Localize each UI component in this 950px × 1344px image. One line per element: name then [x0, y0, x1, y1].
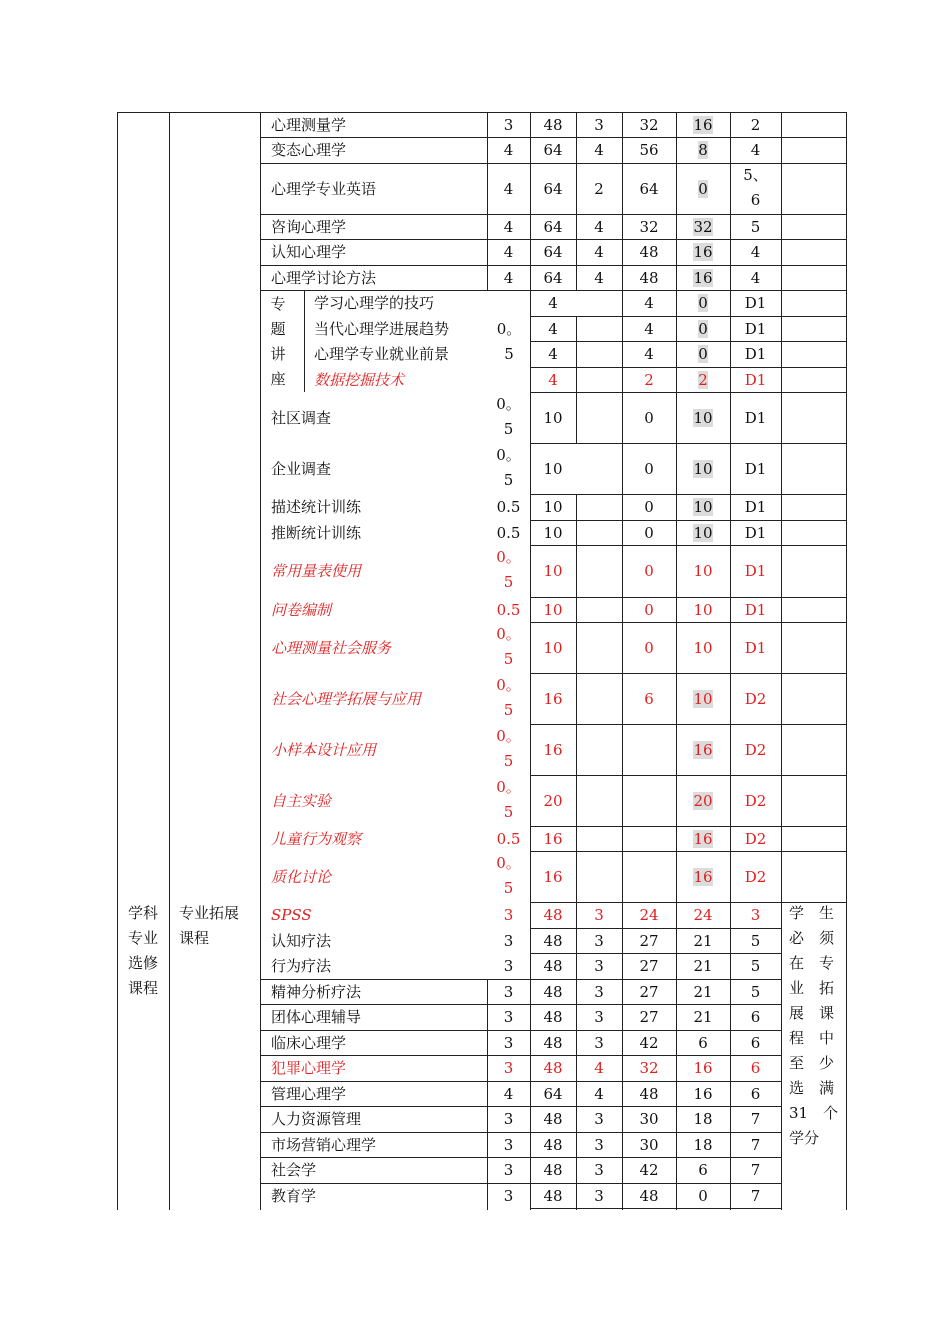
term-cell: D1	[744, 370, 767, 389]
term-cell: D2	[744, 829, 767, 848]
shaded-value: 16	[693, 115, 713, 134]
weekly-cell: 2	[594, 179, 604, 198]
term-cell: D2	[744, 689, 767, 708]
course-name: 心理学专业英语	[271, 179, 377, 198]
credit-cell: 0.5	[496, 498, 521, 516]
theory-cell: 6	[644, 689, 654, 708]
note-line: 学 生	[789, 904, 835, 922]
course-name: 质化讨论	[271, 867, 332, 886]
special-lecture-char: 讲	[270, 345, 286, 363]
practice-cell	[676, 371, 730, 389]
credit-line: 5	[504, 345, 514, 363]
weekly-cell: 3	[594, 1135, 604, 1154]
term-cell: 5、	[743, 166, 768, 184]
practice-cell	[676, 320, 730, 338]
course-name: 精神分析疗法	[271, 982, 362, 1001]
credit-cell: 0。	[496, 395, 521, 413]
shaded-value: 20	[693, 791, 713, 810]
subcategory-label	[179, 901, 259, 951]
term-cell: 4	[750, 141, 761, 159]
theory-cell: 27	[639, 957, 659, 975]
course-name: 心理测量社会服务	[271, 638, 392, 657]
credit-cell: 0。	[496, 778, 521, 796]
theory-cell: 0	[644, 498, 654, 516]
term-cell: 3	[750, 906, 761, 924]
shaded-value: 10	[693, 523, 713, 542]
practice-cell: 10	[693, 600, 713, 619]
practice-cell: 21	[693, 1008, 713, 1026]
weekly-cell: 4	[594, 243, 604, 261]
credit-cell: 4	[503, 268, 514, 287]
practice-cell: 6	[698, 1033, 708, 1052]
hours-cell: 48	[543, 1161, 563, 1179]
shaded-value: 10	[693, 459, 713, 478]
term-cell: D1	[744, 562, 767, 580]
weekly-cell: 4	[594, 1059, 604, 1077]
hours-cell: 4	[548, 294, 558, 312]
hours-cell: 48	[543, 982, 563, 1001]
credit-cell: 3	[503, 1008, 514, 1026]
course-name: 行为疗法	[271, 957, 332, 975]
course-name: 社区调查	[271, 408, 332, 427]
theory-cell: 24	[639, 906, 659, 924]
credit-cell: 3	[503, 1059, 514, 1077]
credit-cell: 0。	[496, 854, 521, 872]
category-line: 学科	[127, 904, 158, 922]
course-name: 犯罪心理学	[271, 1059, 347, 1077]
term-cell: 6	[750, 1033, 761, 1052]
hours-cell: 16	[543, 829, 563, 848]
weekly-cell: 4	[594, 141, 604, 159]
term-cell: 6	[750, 1084, 761, 1103]
course-name: 团体心理辅导	[271, 1008, 362, 1026]
theory-cell: 30	[639, 1135, 659, 1154]
term-cell: D2	[744, 791, 767, 810]
theory-cell: 42	[639, 1161, 659, 1179]
practice-cell: 21	[693, 957, 713, 975]
term-cell: 7	[750, 1186, 761, 1205]
theory-cell: 27	[639, 982, 659, 1001]
credit-cell: 0。	[496, 548, 521, 566]
practice-cell	[676, 690, 730, 708]
theory-cell: 0	[644, 523, 654, 542]
term-cell: 7	[750, 1135, 761, 1154]
term-cell: 5	[750, 931, 761, 950]
term-cell: 7	[750, 1161, 761, 1179]
course-name: 认知疗法	[271, 931, 332, 950]
credit-cell: 3	[503, 1033, 514, 1052]
credit-cell: 5	[503, 879, 514, 897]
hours-cell: 10	[543, 408, 563, 427]
special-lecture-char: 专	[270, 295, 286, 313]
category-line: 选修	[127, 954, 158, 972]
weekly-cell: 3	[594, 1186, 604, 1205]
weekly-cell: 3	[594, 1033, 604, 1052]
credit-cell: 5	[503, 752, 514, 770]
credit-cell: 3	[503, 931, 514, 950]
subcategory-line: 专业拓展	[179, 904, 240, 922]
theory-cell: 48	[639, 1084, 659, 1103]
practice-cell	[676, 141, 730, 159]
credit-cell: 0。	[496, 625, 521, 643]
hours-cell: 4	[548, 319, 558, 338]
practice-cell	[676, 116, 730, 134]
hours-cell: 48	[543, 906, 563, 924]
theory-cell: 30	[639, 1110, 659, 1128]
theory-cell: 4	[644, 319, 654, 338]
hours-cell: 10	[543, 600, 563, 619]
shaded-value: 10	[693, 408, 713, 427]
theory-cell: 48	[639, 243, 659, 261]
credit-cell: 4	[503, 217, 514, 236]
course-name: 常用量表使用	[271, 562, 362, 580]
course-name: 学习心理学的技巧	[314, 294, 435, 312]
hours-cell: 48	[543, 931, 563, 950]
theory-cell: 32	[639, 115, 659, 134]
course-name: 儿童行为观察	[271, 829, 362, 848]
practice-cell: 18	[693, 1110, 713, 1128]
hours-cell: 48	[543, 957, 563, 975]
practice-cell	[676, 830, 730, 848]
term-cell: D1	[744, 459, 767, 478]
shaded-value: 32	[693, 217, 713, 236]
weekly-cell: 3	[594, 1161, 604, 1179]
credit-cell: 4	[503, 141, 514, 159]
category-label	[117, 901, 169, 1001]
credit-cell: 5	[503, 803, 514, 821]
weekly-cell: 3	[594, 115, 604, 134]
term-cell: 5	[750, 982, 761, 1001]
hours-cell: 10	[543, 498, 563, 516]
term-cell: 6	[750, 1059, 761, 1077]
course-name: 当代心理学进展趋势	[314, 319, 450, 338]
term-cell: 6	[750, 1008, 761, 1026]
hours-cell: 4	[548, 370, 558, 389]
theory-cell: 48	[639, 1186, 659, 1205]
hours-cell: 48	[543, 1186, 563, 1205]
weekly-cell: 3	[594, 1110, 604, 1128]
course-name: 心理学讨论方法	[271, 268, 377, 287]
course-name: 认知心理学	[271, 243, 347, 261]
hours-cell: 48	[543, 1008, 563, 1026]
practice-cell	[676, 243, 730, 261]
term-cell: D1	[744, 408, 767, 427]
weekly-cell: 3	[594, 957, 604, 975]
practice-cell	[676, 460, 730, 478]
term-cell: D1	[744, 345, 767, 363]
credit-cell: 5	[503, 650, 514, 668]
hours-cell: 48	[543, 1110, 563, 1128]
term-cell: 7	[750, 1110, 761, 1128]
hours-cell: 10	[543, 562, 563, 580]
hours-cell: 10	[543, 459, 563, 478]
credit-cell: 0.5	[496, 523, 521, 542]
credit-cell: 0。	[496, 676, 521, 694]
shaded-value: 0	[698, 294, 708, 312]
term-cell: 5	[750, 217, 761, 236]
credit-cell: 5	[503, 420, 514, 438]
course-name: 企业调查	[271, 459, 332, 478]
term-cell: 4	[750, 243, 761, 261]
term-cell: 2	[750, 115, 761, 134]
credit-cell: 3	[503, 982, 514, 1001]
practice-cell	[676, 180, 730, 198]
practice-cell: 0	[698, 1186, 708, 1205]
shaded-value: 0	[698, 319, 708, 338]
credit-cell: 0。	[496, 727, 521, 745]
note-line: 学分	[789, 1129, 820, 1147]
theory-cell: 4	[644, 345, 654, 363]
hours-cell: 64	[543, 141, 563, 159]
theory-cell: 32	[639, 1059, 659, 1077]
course-name: 临床心理学	[271, 1033, 347, 1052]
note-line: 业 拓	[789, 979, 835, 997]
note-line: 31 个	[789, 1104, 839, 1122]
category-line: 专业	[127, 929, 158, 947]
credit-cell: 5	[503, 573, 514, 591]
weekly-cell: 4	[594, 268, 604, 287]
term-cell: D2	[744, 867, 767, 886]
subcategory-line: 课程	[179, 929, 210, 947]
hours-cell: 64	[543, 217, 563, 236]
hours-cell: 64	[543, 243, 563, 261]
course-name: 小样本设计应用	[271, 740, 377, 759]
practice-cell: 18	[693, 1135, 713, 1154]
course-name: 人力资源管理	[271, 1110, 362, 1128]
practice-cell	[676, 345, 730, 363]
practice-cell	[676, 741, 730, 759]
practice-cell: 16	[693, 1059, 713, 1077]
practice-cell	[676, 868, 730, 886]
term-cell: 6	[750, 191, 761, 209]
credit-cell: 3	[503, 957, 514, 975]
hours-cell: 64	[543, 1084, 563, 1103]
hours-cell: 10	[543, 638, 563, 657]
term-cell: D1	[744, 294, 767, 312]
special-lecture-char: 题	[270, 320, 286, 338]
theory-cell: 27	[639, 931, 659, 950]
course-name: 教育学	[271, 1186, 317, 1205]
weekly-cell: 3	[594, 931, 604, 950]
hours-cell: 64	[543, 268, 563, 287]
theory-cell: 2	[644, 370, 654, 389]
weekly-cell: 4	[594, 217, 604, 236]
note-line: 至 少	[789, 1054, 835, 1072]
shaded-value: 16	[693, 243, 713, 261]
special-lecture-credit	[490, 317, 528, 367]
hours-cell: 48	[543, 1059, 563, 1077]
shaded-value: 8	[698, 141, 708, 159]
term-cell: D1	[744, 523, 767, 542]
practice-cell: 24	[693, 906, 713, 924]
hours-cell: 48	[543, 1135, 563, 1154]
practice-cell	[676, 792, 730, 810]
shaded-value: 16	[693, 867, 713, 886]
shaded-value: 2	[698, 370, 708, 389]
practice-cell: 16	[693, 1084, 713, 1103]
course-name: 心理学专业就业前景	[314, 345, 450, 363]
practice-cell	[676, 294, 730, 312]
hours-cell: 16	[543, 689, 563, 708]
credit-cell: 3	[503, 1186, 514, 1205]
course-name: 推断统计训练	[271, 523, 362, 542]
elective-note	[789, 901, 843, 1151]
theory-cell: 42	[639, 1033, 659, 1052]
practice-cell: 10	[693, 638, 713, 657]
shaded-value: 16	[693, 268, 713, 287]
note-line: 在 专	[789, 954, 835, 972]
theory-cell: 64	[639, 179, 659, 198]
credit-cell: 3	[503, 1135, 514, 1154]
hours-cell: 48	[543, 115, 563, 134]
credit-cell: 3	[503, 115, 514, 134]
theory-cell: 4	[644, 294, 654, 312]
theory-cell: 32	[639, 217, 659, 236]
practice-cell	[676, 409, 730, 427]
term-cell: D2	[744, 740, 767, 759]
weekly-cell: 3	[594, 906, 604, 924]
course-table	[117, 112, 847, 1210]
credit-cell: 3	[503, 906, 514, 924]
course-name: 社会心理学拓展与应用	[271, 689, 422, 708]
credit-cell: 0。	[496, 446, 521, 464]
hours-cell: 10	[543, 523, 563, 542]
practice-cell	[676, 524, 730, 542]
practice-cell	[676, 218, 730, 236]
note-line: 展 课	[789, 1004, 835, 1022]
term-cell: D1	[744, 600, 767, 619]
shaded-value: 10	[693, 689, 713, 708]
hours-cell: 20	[543, 791, 563, 810]
hours-cell: 16	[543, 867, 563, 886]
credit-cell: 5	[503, 471, 514, 489]
practice-cell: 21	[693, 982, 713, 1001]
course-name: 数据挖掘技术	[314, 370, 405, 389]
course-name: 变态心理学	[271, 141, 347, 159]
shaded-value: 10	[693, 498, 713, 516]
course-name: 社会学	[271, 1161, 317, 1179]
course-name: 心理测量学	[271, 115, 347, 134]
course-name: 市场营销心理学	[271, 1135, 377, 1154]
theory-cell: 0	[644, 562, 654, 580]
credit-cell: 4	[503, 1084, 514, 1103]
shaded-value: 16	[693, 740, 713, 759]
term-cell: D1	[744, 498, 767, 516]
hours-cell: 64	[543, 179, 563, 198]
credit-cell: 3	[503, 1161, 514, 1179]
weekly-cell: 4	[594, 1084, 604, 1103]
practice-cell	[676, 498, 730, 516]
note-line: 选 满	[789, 1079, 835, 1097]
term-cell: D1	[744, 319, 767, 338]
hours-cell: 16	[543, 740, 563, 759]
shaded-value: 0	[698, 179, 708, 198]
theory-cell: 27	[639, 1008, 659, 1026]
weekly-cell: 3	[594, 982, 604, 1001]
note-line: 必 须	[789, 929, 835, 947]
theory-cell: 0	[644, 459, 654, 478]
credit-cell: 3	[503, 1110, 514, 1128]
credit-cell: 4	[503, 243, 514, 261]
note-line: 程 中	[789, 1029, 835, 1047]
course-name: 咨询心理学	[271, 217, 347, 236]
theory-cell: 48	[639, 268, 659, 287]
special-lecture-group	[269, 292, 287, 392]
theory-cell: 0	[644, 408, 654, 427]
course-name: 问卷编制	[271, 600, 332, 619]
hours-cell: 48	[543, 1033, 563, 1052]
credit-line: 0。	[496, 320, 522, 338]
credit-cell: 0.5	[496, 600, 521, 619]
practice-cell: 10	[693, 562, 713, 580]
practice-cell	[676, 269, 730, 287]
hours-cell: 4	[548, 345, 558, 363]
theory-cell: 0	[644, 638, 654, 657]
weekly-cell: 3	[594, 1008, 604, 1026]
credit-cell: 4	[503, 179, 514, 198]
course-name: SPSS	[271, 906, 312, 924]
credit-cell: 0.5	[496, 829, 521, 848]
course-name: 管理心理学	[271, 1084, 347, 1103]
term-cell: D1	[744, 638, 767, 657]
term-cell: 4	[750, 268, 761, 287]
practice-cell: 21	[693, 931, 713, 950]
theory-cell: 56	[639, 141, 659, 159]
course-name: 描述统计训练	[271, 498, 362, 516]
credit-cell: 5	[503, 701, 514, 719]
shaded-value: 0	[698, 345, 708, 363]
theory-cell: 0	[644, 600, 654, 619]
term-cell: 5	[750, 957, 761, 975]
course-name: 自主实验	[271, 791, 332, 810]
special-lecture-char: 座	[270, 370, 286, 388]
practice-cell: 6	[698, 1161, 708, 1179]
category-line: 课程	[127, 979, 158, 997]
shaded-value: 16	[693, 829, 713, 848]
